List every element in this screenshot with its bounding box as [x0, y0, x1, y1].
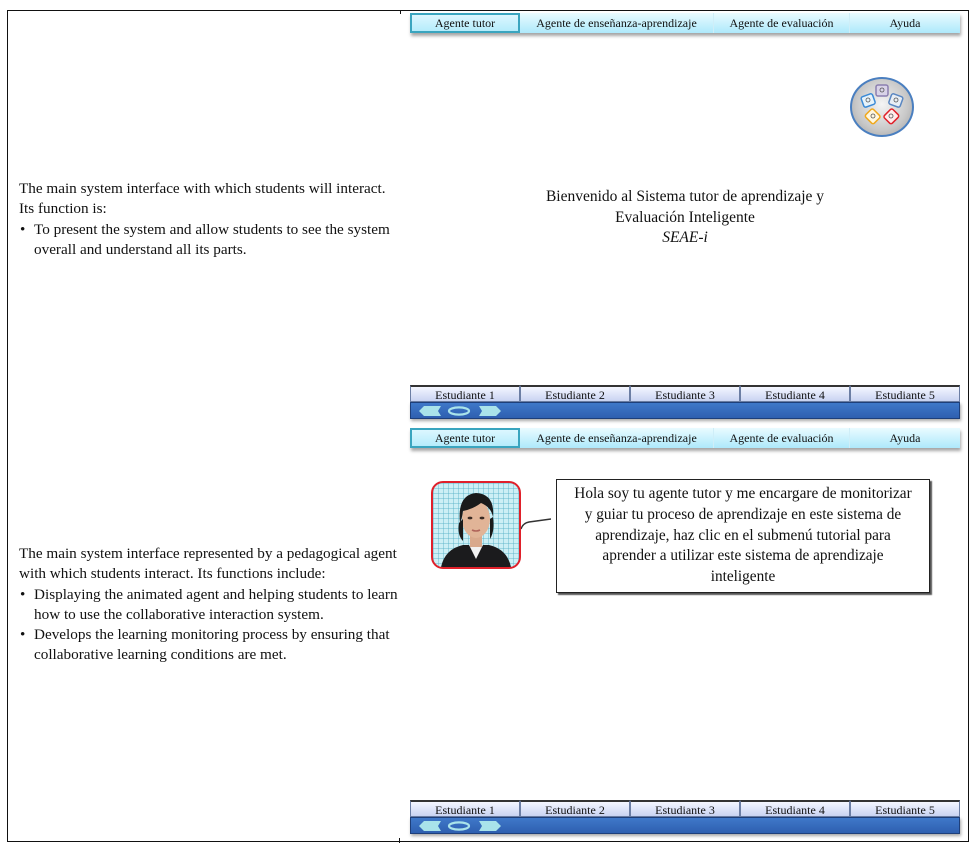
arrow-left-icon[interactable] — [419, 406, 441, 416]
home-oval-icon[interactable] — [447, 821, 471, 831]
student-tab-2[interactable]: Estudiante 2 — [520, 385, 630, 402]
tab-agente-tutor[interactable]: Agente tutor — [410, 428, 520, 448]
student-tab-5[interactable]: Estudiante 5 — [850, 800, 960, 817]
student-tab-3[interactable]: Estudiante 3 — [630, 385, 740, 402]
system-acronym: SEAE-i — [662, 229, 708, 246]
arrow-right-icon[interactable] — [479, 821, 501, 831]
student-tab-4[interactable]: Estudiante 4 — [740, 800, 850, 817]
description-intro: The main system interface with which students will interact. Its function is: — [19, 180, 386, 218]
student-bar — [410, 385, 960, 419]
welcome-line-1: Bienvenido al Sistema tutor de aprendizaje y — [545, 188, 825, 205]
description-bullets — [19, 220, 399, 261]
tutor-agent-avatar — [431, 481, 521, 569]
student-tab-1[interactable]: Estudiante 1 — [410, 800, 520, 817]
arrow-right-icon[interactable] — [479, 406, 501, 416]
description-bullet: • Develops the learning monitoring process by ensuring that collaborative learning conditions are met. — [19, 625, 399, 666]
student-tab-1[interactable]: Estudiante 1 — [410, 385, 520, 402]
tab-agente-tutor[interactable]: Agente tutor — [410, 13, 520, 33]
navigation-strip — [410, 402, 960, 419]
student-tab-3[interactable]: Estudiante 3 — [630, 800, 740, 817]
student-bar — [410, 800, 960, 834]
description-bullet: • Displaying the animated agent and helping students to learn how to use the collaborative interaction system. — [19, 585, 399, 626]
tab-ayuda[interactable]: Ayuda — [889, 430, 921, 445]
student-tab-5[interactable]: Estudiante 5 — [850, 385, 960, 402]
agent-speech-bubble — [556, 479, 930, 593]
home-oval-icon[interactable] — [447, 406, 471, 416]
description-intro: The main system interface represented by a pedagogical agent with which students interact. Its functions include: — [19, 545, 397, 583]
tab-ayuda[interactable]: Ayuda — [889, 15, 921, 30]
student-tabs — [410, 800, 960, 817]
agent-interface-screenshot — [410, 428, 960, 838]
student-tab-2[interactable]: Estudiante 2 — [520, 800, 630, 817]
student-tab-4[interactable]: Estudiante 4 — [740, 385, 850, 402]
row-1-description — [19, 179, 399, 260]
column-divider-tick — [399, 838, 400, 843]
row-2-description — [19, 544, 399, 666]
description-bullets — [19, 585, 399, 666]
tab-agente-evaluacion[interactable]: Agente de evaluación — [714, 13, 850, 33]
arrow-left-icon[interactable] — [419, 821, 441, 831]
welcome-line-2: Evaluación Inteligente — [615, 208, 755, 226]
tab-agente-ensenanza[interactable]: Agente de enseñanza-aprendizaje — [520, 428, 714, 448]
tab-agente-ensenanza[interactable]: Agente de enseñanza-aprendizaje — [520, 13, 714, 33]
top-nav-bar — [410, 13, 960, 33]
column-divider-tick — [400, 10, 401, 14]
description-bullet: • To present the system and allow students to see the system overall and understand all its parts. — [19, 220, 399, 261]
tab-agente-evaluacion[interactable]: Agente de evaluación — [714, 428, 850, 448]
speech-connector — [521, 516, 551, 530]
student-tabs — [410, 385, 960, 402]
top-nav-bar — [410, 428, 960, 448]
welcome-message — [470, 187, 900, 249]
navigation-strip — [410, 817, 960, 834]
collaborative-logo-icon — [850, 77, 914, 137]
main-interface-screenshot — [410, 13, 960, 423]
agent-speech-text: Hola soy tu agente tutor y me encargare de monitorizar y guiar tu proceso de aprendizaje en este sistema de aprendizaje, haz clic en el submenú tutorial para aprender a utilizar este sistema de aprendizaje inteligente — [574, 485, 912, 586]
